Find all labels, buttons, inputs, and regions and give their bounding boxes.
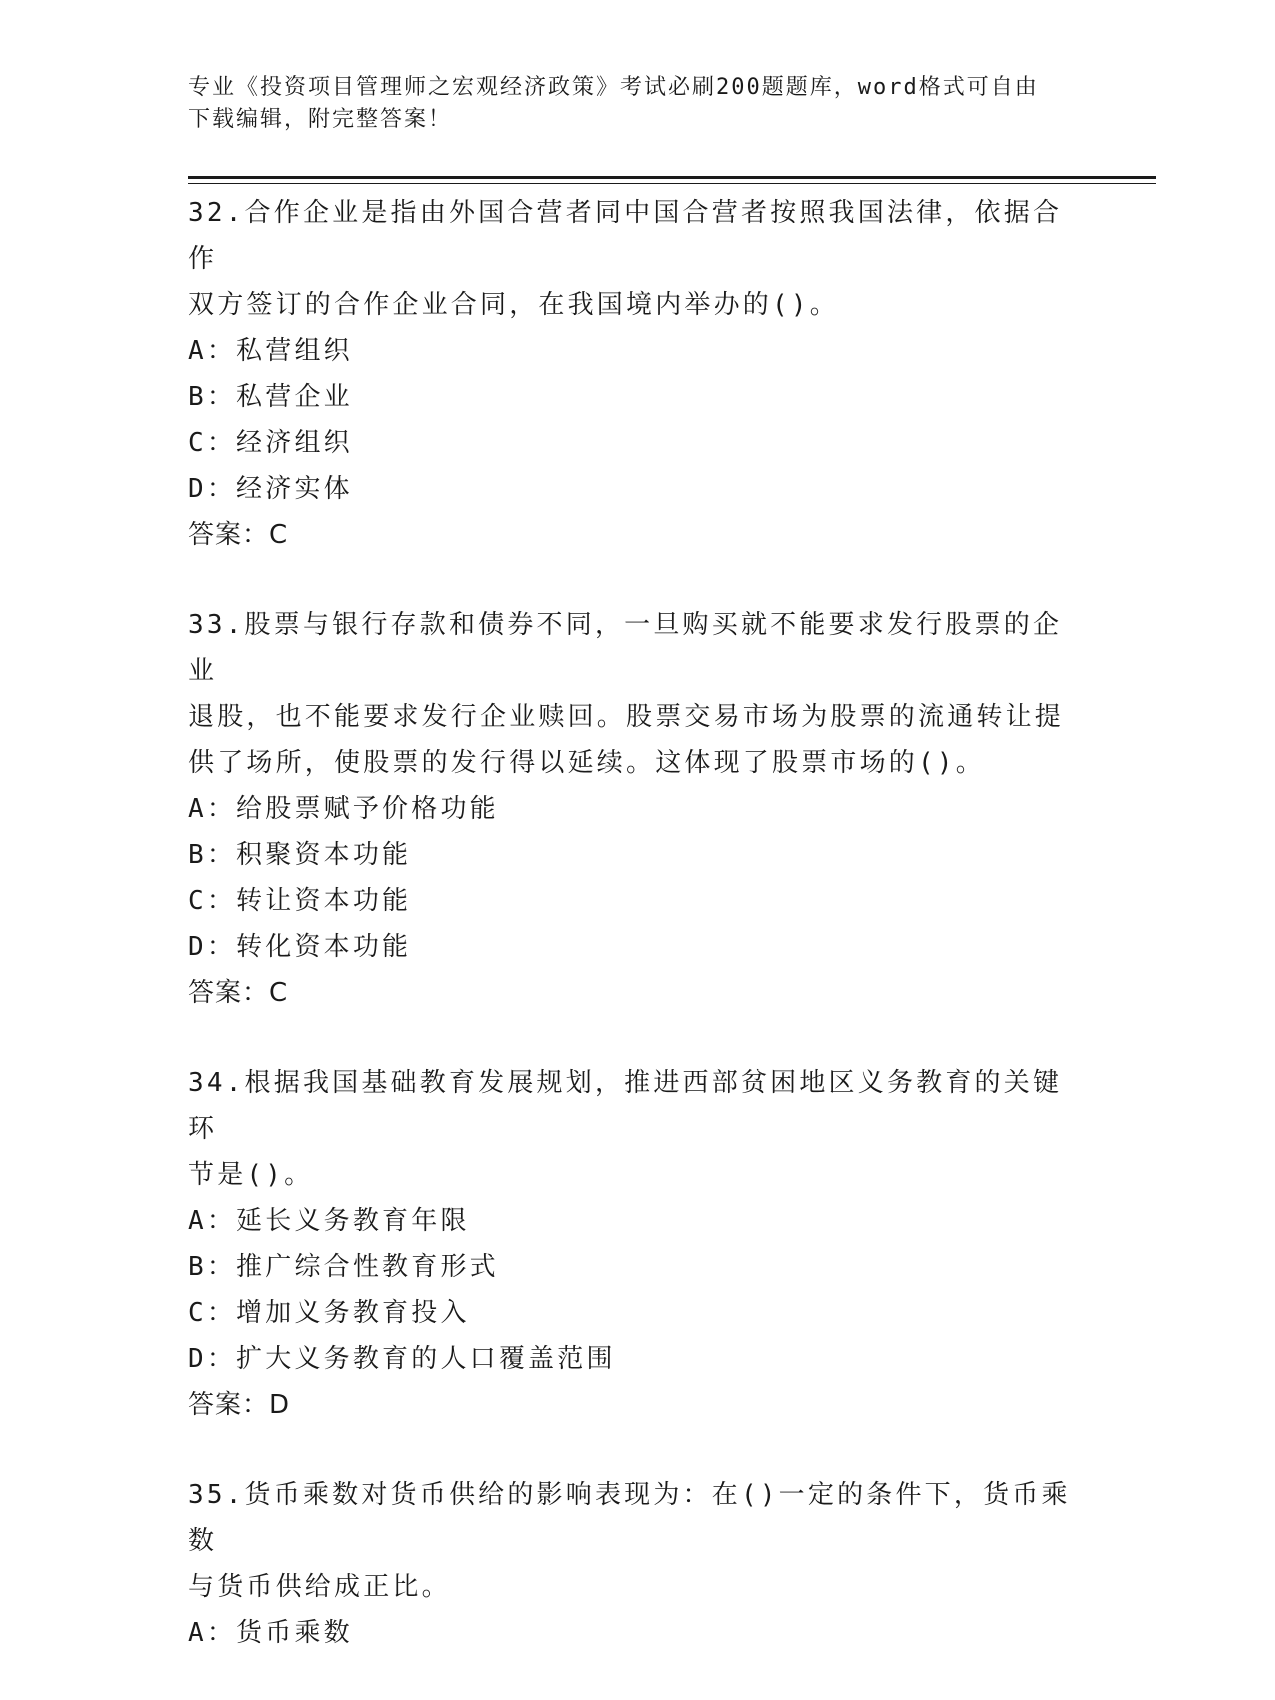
question-list <box>188 190 1088 1700</box>
option-d: D：经济实体 <box>188 474 353 504</box>
stem-line: 35.货币乘数对货币供给的影响表现为：在()一定的条件下，货币乘数 <box>188 1480 1071 1556</box>
question-stem <box>188 1060 1088 1198</box>
option-b: B：私营企业 <box>188 382 353 412</box>
option-d: D：扩大义务教育的人口覆盖范围 <box>188 1344 616 1374</box>
stem-line: 与货币供给成正比。 <box>188 1572 451 1602</box>
question-33 <box>188 602 1088 1016</box>
stem-line: 供了场所，使股票的发行得以延续。这体现了股票市场的()。 <box>188 748 985 778</box>
stem-line: 34.根据我国基础教育发展规划，推进西部贫困地区义务教育的关键环 <box>188 1068 1063 1144</box>
option-b: B：推广综合性教育形式 <box>188 1252 499 1282</box>
option-c: C：增加义务教育投入 <box>188 1298 470 1328</box>
header-divider-thick <box>188 176 1156 179</box>
option-b: B：积聚资本功能 <box>188 840 412 870</box>
header-line-1: 专业《投资项目管理师之宏观经济政策》考试必刷200题题库，word格式可自由 <box>188 75 1039 100</box>
stem-line: 退股，也不能要求发行企业赎回。股票交易市场为股票的流通转让提 <box>188 702 1065 732</box>
answer: 答案：C <box>188 520 289 550</box>
option-a: A：给股票赋予价格功能 <box>188 794 499 824</box>
stem-line: 节是()。 <box>188 1160 314 1190</box>
answer: 答案：C <box>188 978 289 1008</box>
option-a: A：延长义务教育年限 <box>188 1206 470 1236</box>
answer: 答案：D <box>188 1390 291 1420</box>
question-35 <box>188 1472 1088 1656</box>
question-stem <box>188 602 1088 786</box>
option-c: C：经济组织 <box>188 428 353 458</box>
header-line-2: 下载编辑，附完整答案！ <box>188 107 453 132</box>
document-header <box>188 72 1068 136</box>
question-34 <box>188 1060 1088 1428</box>
header-divider-thin <box>188 183 1156 184</box>
stem-line: 33.股票与银行存款和债券不同，一旦购买就不能要求发行股票的企业 <box>188 610 1063 686</box>
option-c: C：转让资本功能 <box>188 886 412 916</box>
question-32 <box>188 190 1088 558</box>
stem-line: 32.合作企业是指由外国合营者同中国合营者按照我国法律，依据合作 <box>188 198 1063 274</box>
option-a: A：货币乘数 <box>188 1618 353 1648</box>
stem-line: 双方签订的合作企业合同，在我国境内举办的()。 <box>188 290 839 320</box>
question-stem <box>188 1472 1088 1610</box>
question-stem <box>188 190 1088 328</box>
option-a: A：私营组织 <box>188 336 353 366</box>
option-d: D：转化资本功能 <box>188 932 412 962</box>
